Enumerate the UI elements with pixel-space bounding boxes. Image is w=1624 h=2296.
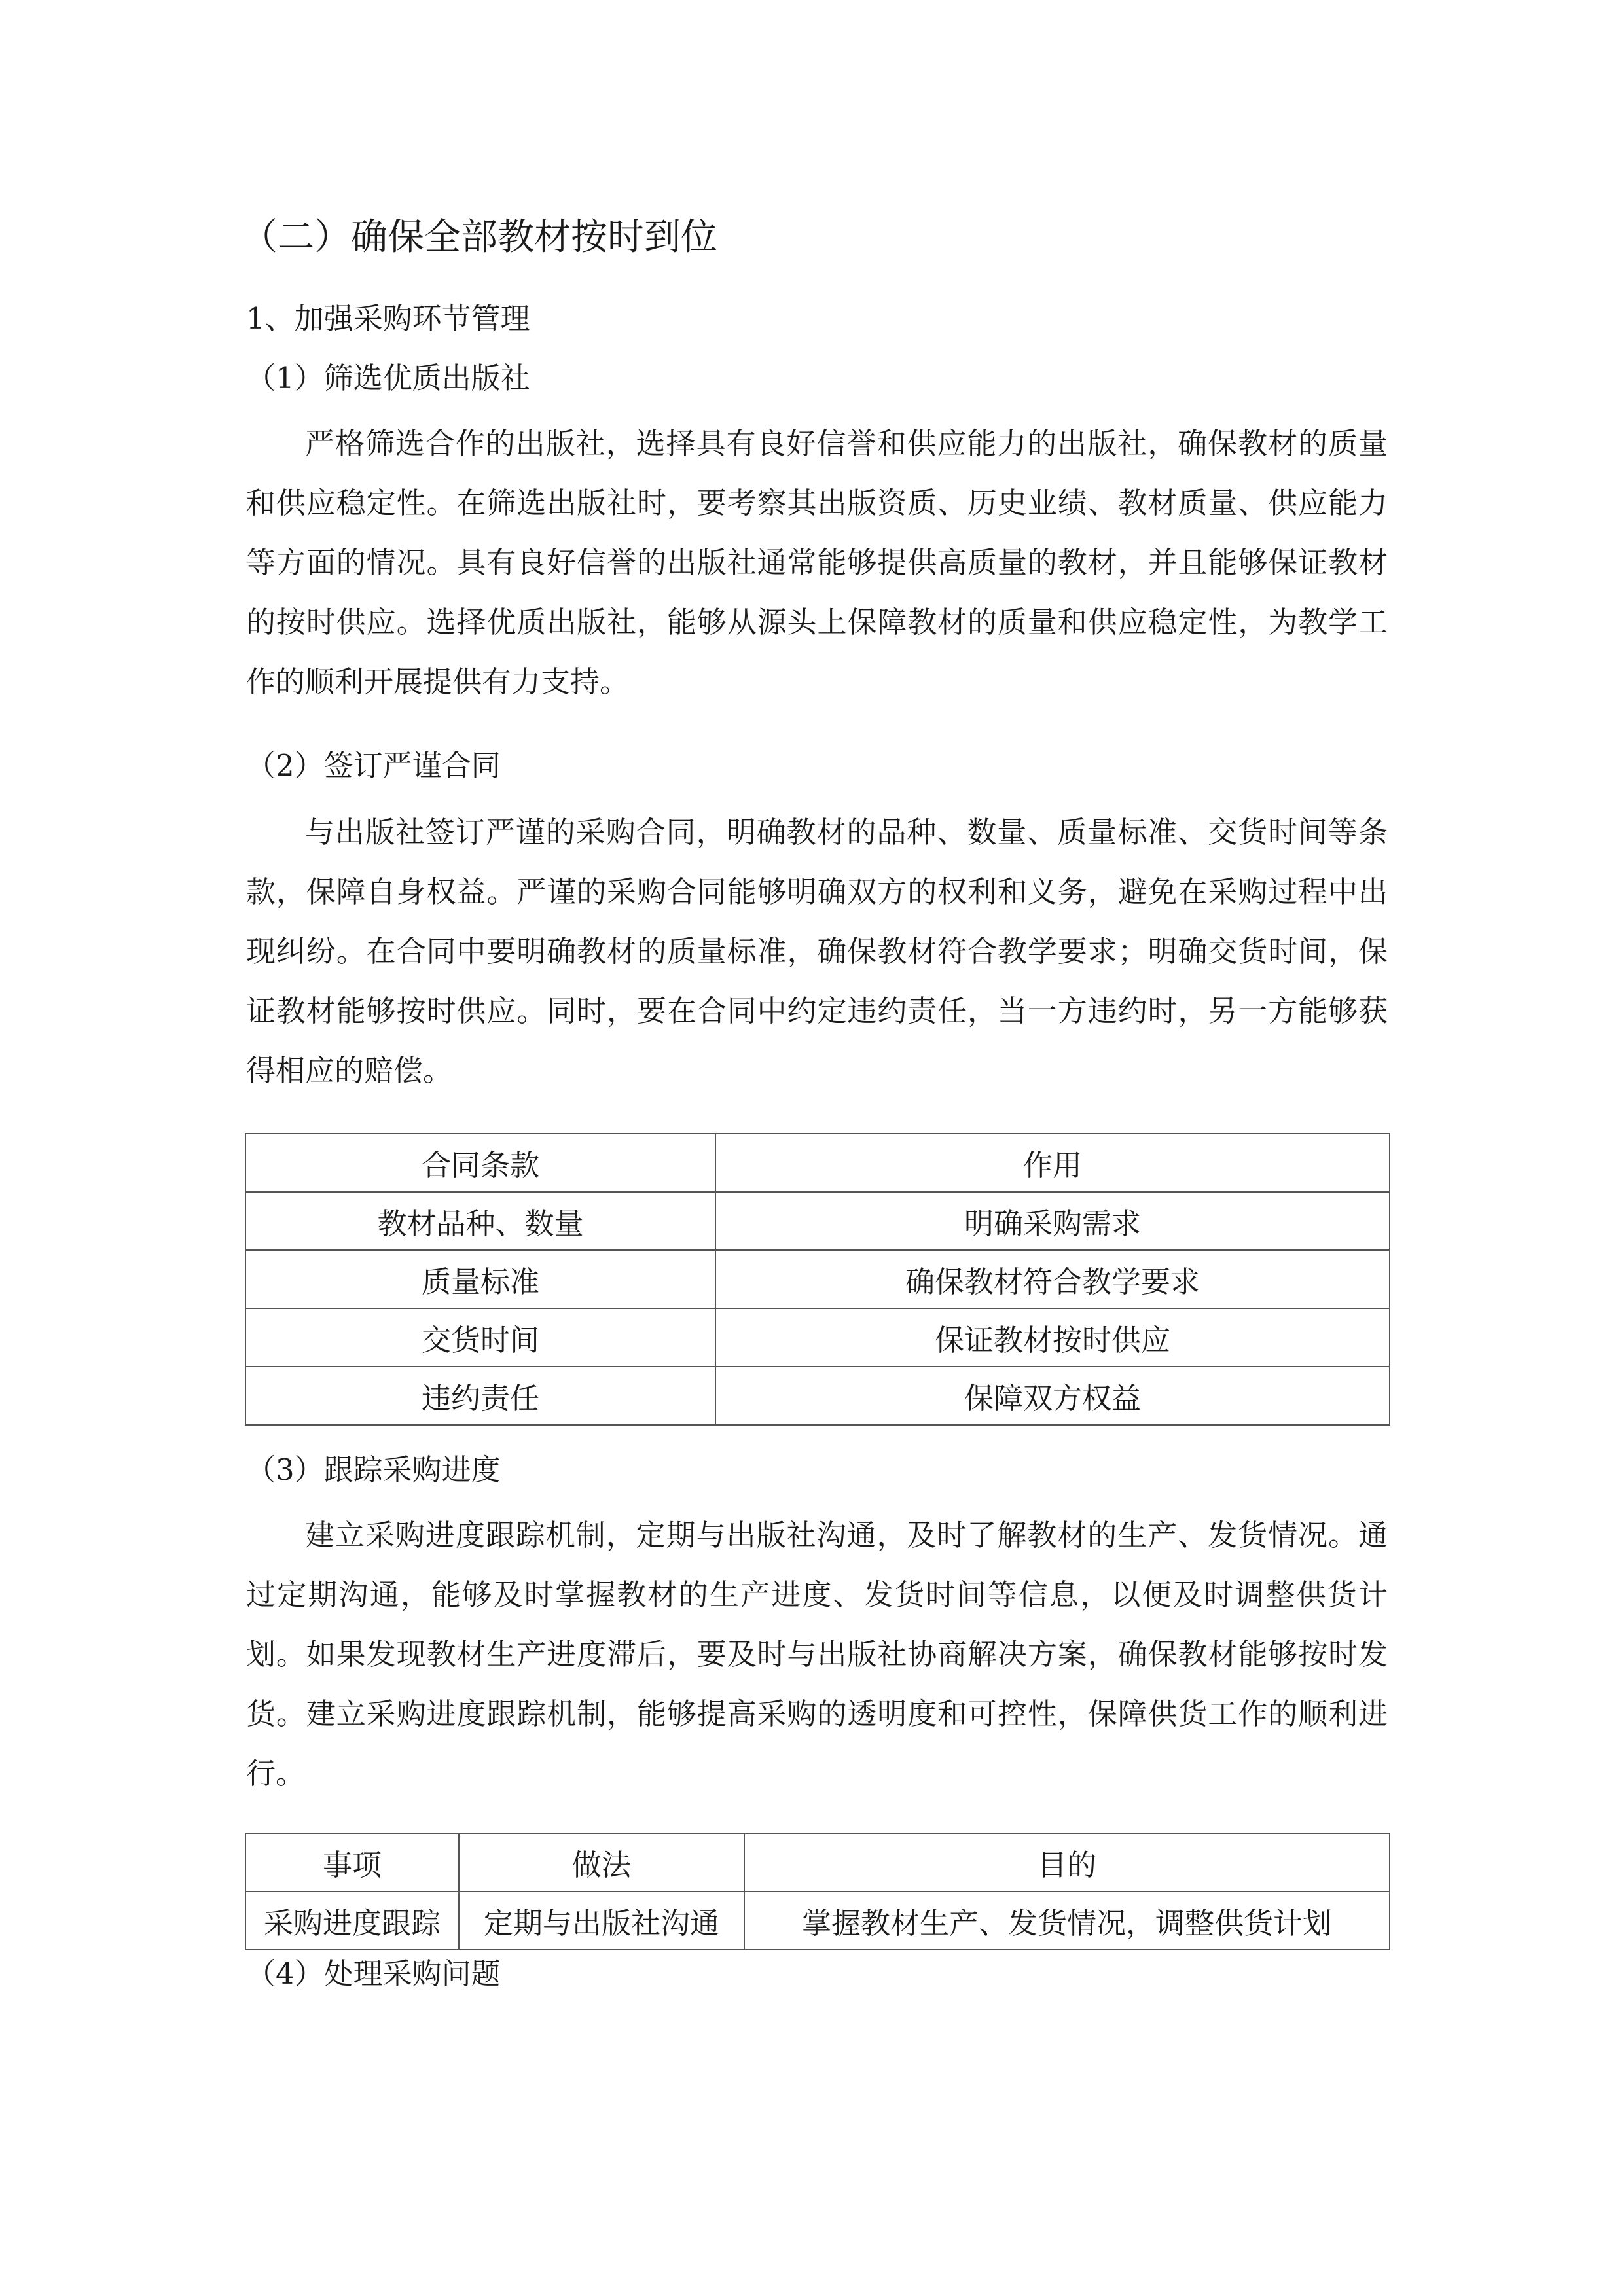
- section-title: （二）确保全部教材按时到位: [241, 216, 717, 259]
- table-header-cell: 目的: [744, 1833, 1390, 1892]
- table-header-cell: 事项: [245, 1833, 459, 1892]
- table-cell: 采购进度跟踪: [245, 1892, 459, 1950]
- table-cell: 保障双方权益: [715, 1367, 1390, 1425]
- table-cell: 定期与出版社沟通: [459, 1892, 744, 1950]
- item-paragraph-1: 严格筛选合作的出版社，选择具有良好信誉和供应能力的出版社，确保教材的质量和供应稳定性。在筛选出版社时，要考察其出版资质、历史业绩、教材质量、供应能力等方面的情况。具有良好信誉的出版社通常能够提供高质量的教材，并且能够保证教材的按时供应。选择优质出版社，能够从源头上保障教材的质量和供应稳定性，为教学工作的顺利开展提供有力支持。: [246, 426, 1388, 699]
- table-row: [245, 1367, 1390, 1425]
- table-row: [245, 1192, 1390, 1250]
- procurement-tracking-table: [245, 1833, 1390, 1950]
- item-heading-2: （2）签订严谨合同: [246, 748, 501, 783]
- item-heading-1: （1）筛选优质出版社: [246, 361, 530, 395]
- table-header-row: [245, 1833, 1390, 1892]
- table-cell: 交货时间: [245, 1308, 715, 1367]
- table-header-cell: 作用: [715, 1134, 1390, 1192]
- table-cell: 违约责任: [245, 1367, 715, 1425]
- item-paragraph-2: 与出版社签订严谨的采购合同，明确教材的品种、数量、质量标准、交货时间等条款，保障自身权益。严谨的采购合同能够明确双方的权利和义务，避免在采购过程中出现纠纷。在合同中要明确教材的质量标准，确保教材符合教学要求；明确交货时间，保证教材能够按时供应。同时，要在合同中约定违约责任，当一方违约时，另一方能够获得相应的赔偿。: [246, 815, 1388, 1088]
- table-header-cell: 做法: [459, 1833, 744, 1892]
- item-heading-3: （3）跟踪采购进度: [246, 1452, 501, 1487]
- table-cell: 掌握教材生产、发货情况，调整供货计划: [744, 1892, 1390, 1950]
- item-heading-4: （4）处理采购问题: [246, 1956, 501, 1991]
- table-header-row: [245, 1134, 1390, 1192]
- table-cell: 质量标准: [245, 1250, 715, 1308]
- table-cell: 明确采购需求: [715, 1192, 1390, 1250]
- item-paragraph-3: 建立采购进度跟踪机制，定期与出版社沟通，及时了解教材的生产、发货情况。通过定期沟通，能够及时掌握教材的生产进度、发货时间等信息，以便及时调整供货计划。如果发现教材生产进度滞后，要及时与出版社协商解决方案，确保教材能够按时发货。建立采购进度跟踪机制，能够提高采购的透明度和可控性，保障供货工作的顺利进行。: [246, 1518, 1388, 1791]
- table-cell: 确保教材符合教学要求: [715, 1250, 1390, 1308]
- contract-terms-table: [245, 1133, 1390, 1426]
- table-row: [245, 1892, 1390, 1950]
- subsection-title: 1、加强采购环节管理: [246, 301, 530, 336]
- table-row: [245, 1250, 1390, 1308]
- table-cell: 保证教材按时供应: [715, 1308, 1390, 1367]
- table-row: [245, 1308, 1390, 1367]
- table-cell: 教材品种、数量: [245, 1192, 715, 1250]
- table-header-cell: 合同条款: [245, 1134, 715, 1192]
